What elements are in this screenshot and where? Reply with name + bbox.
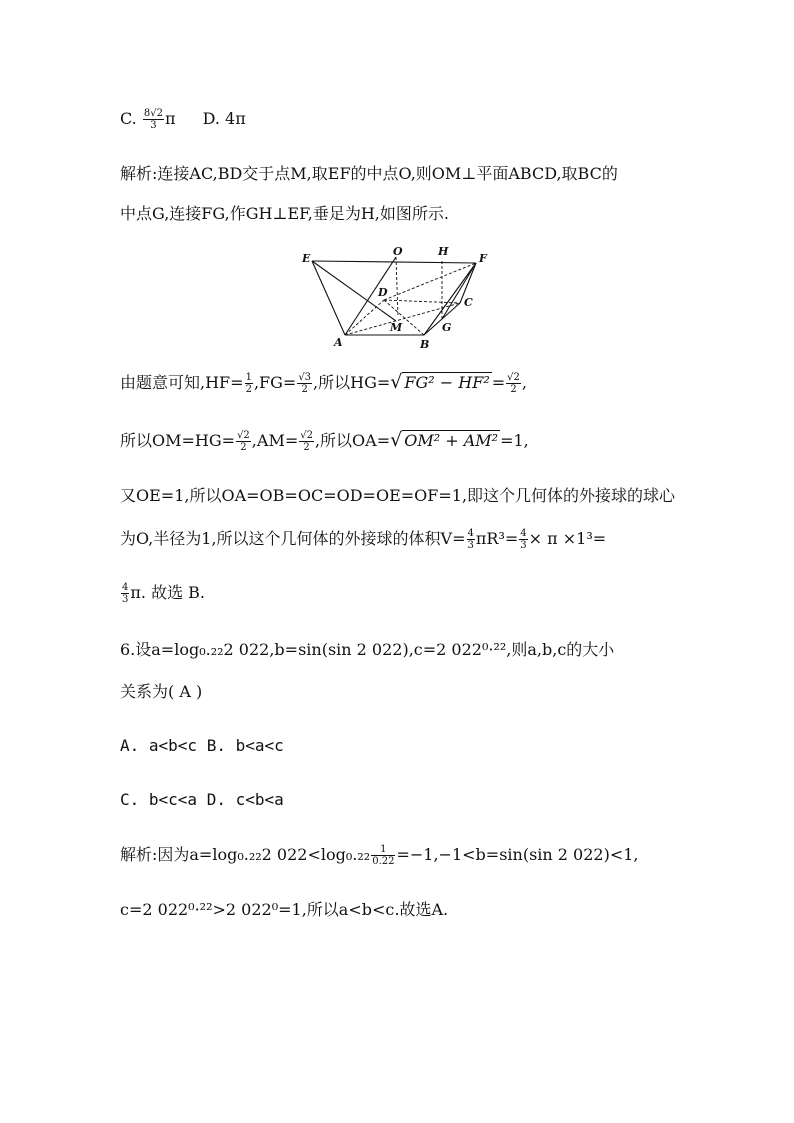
q5-options: C. $\frac{8√2}{3}$ π D. 4π: [120, 108, 246, 131]
label-D: D: [378, 286, 388, 299]
q6-stem-line2: 关系为( A ): [120, 682, 203, 701]
label-F: F: [479, 252, 487, 265]
edge-OA: [345, 257, 396, 335]
label-H: H: [438, 245, 449, 258]
option-c-fraction: $\frac{8√2}{3}$: [143, 108, 163, 131]
label-A: A: [334, 336, 343, 349]
label-C: C: [464, 296, 473, 309]
edge-EA: [312, 261, 345, 335]
label-O: O: [393, 245, 403, 258]
analysis5-line5: 又OE=1,所以OA=OB=OC=OD=OE=OF=1,即这个几何体的外接球的球心: [120, 486, 676, 505]
label-E: E: [302, 252, 311, 265]
q6-options-cd: C. b<c<a D. c<b<a: [120, 790, 284, 809]
geometry-figure: [300, 245, 500, 355]
analysis5-line4: 所以OM=HG= $\frac{√2}{2}$ ,AM= $\frac{√2}{2}$ ,所以OA=√ OM² + AM² =1,: [120, 429, 529, 453]
label-M: M: [390, 321, 403, 334]
q6-analysis-line2: c=2 022⁰·²²>2 022⁰=1,所以a<b<c.故选A.: [120, 900, 449, 919]
label-B: B: [420, 338, 430, 351]
q6-options-ab: A. a<b<c B. b<a<c: [120, 736, 284, 755]
analysis5-line6: 为O,半径为1,所以这个几何体的外接球的体积V= $\frac{4}{3}$ πR³= $\frac{4}{3}$ × π ×1³=: [120, 528, 607, 551]
option-c-label: C.: [120, 109, 137, 128]
analysis5-line7: $\frac{4}{3}$ π. 故选 B.: [122, 582, 205, 605]
label-G: G: [442, 321, 452, 334]
option-d: D. 4π: [202, 109, 246, 128]
edge-EF: [312, 261, 476, 263]
analysis5-line3: 由题意可知,HF= $\frac{1}{2}$ ,FG= $\frac{√3}{2}$ ,所以HG=√ FG² − HF² = $\frac{√2}{2}$ ,: [120, 371, 527, 395]
analysis5-line1: 解析:连接AC,BD交于点M,取EF的中点O,则OM⊥平面ABCD,取BC的: [120, 164, 618, 183]
edge-OM: [396, 257, 398, 317]
analysis5-line2: 中点G,连接FG,作GH⊥EF,垂足为H,如图所示.: [120, 204, 449, 223]
edge-FG: [442, 263, 476, 319]
q6-analysis-line1: 解析:因为a=log₀.₂₂2 022<log₀.₂₂ $\frac{1}{0.22}$ =−1,−1<b=sin(sin 2 022)<1,: [120, 844, 639, 867]
q6-stem-line1: 6.设a=log₀.₂₂2 022,b=sin(sin 2 022),c=2 022⁰·²²,则a,b,c的大小: [120, 640, 615, 659]
